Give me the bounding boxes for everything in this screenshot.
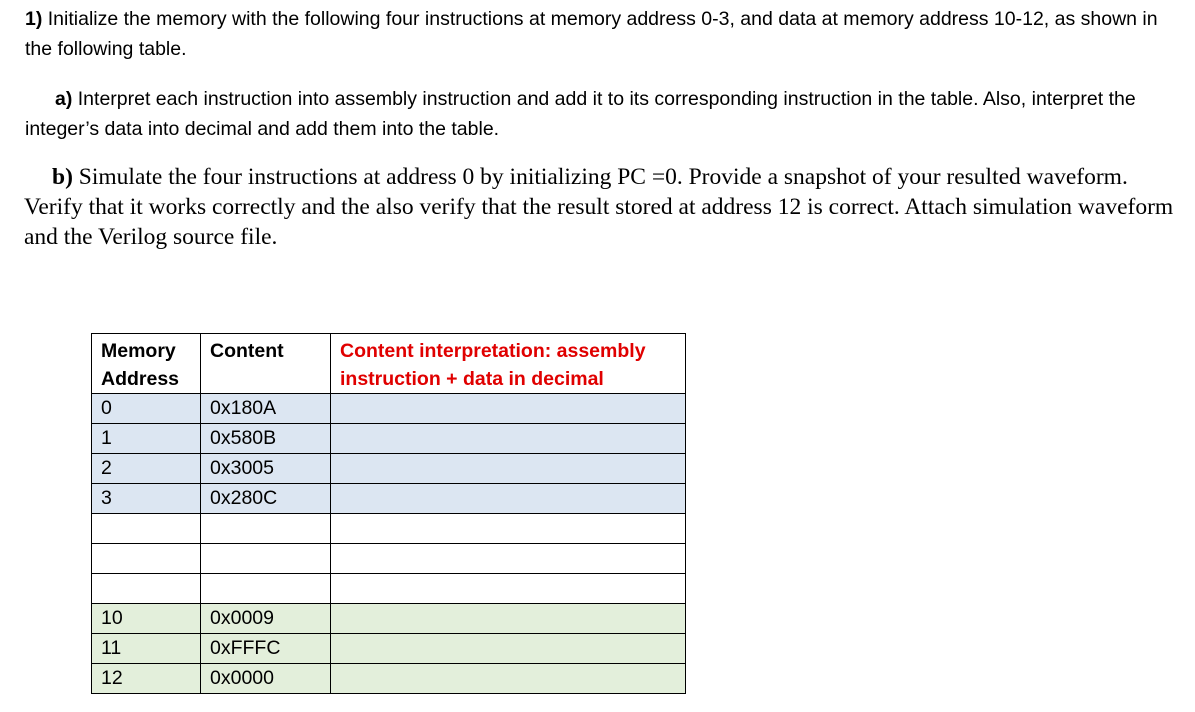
header-content: Content: [201, 334, 331, 394]
part-b-label: b): [52, 164, 73, 190]
address-cell: [92, 574, 201, 604]
empty-row: [92, 574, 686, 604]
part-b: [24, 162, 1189, 252]
interpretation-cell: [331, 544, 686, 574]
interpretation-cell: [331, 394, 686, 424]
instruction-row: [92, 394, 686, 424]
address-cell: 1: [92, 424, 201, 454]
address-cell: 2: [92, 454, 201, 484]
empty-row: [92, 544, 686, 574]
part-b-text: Simulate the four instructions at address 0 by initializing PC =0. Provide a snapshot of your resulted waveform. Verify that it works correctly and the also verify that the result stored at address 12 is correct. Attach simulation waveform and the Verilog source file.: [24, 164, 1174, 250]
address-cell: 0: [92, 394, 201, 424]
address-cell: [92, 514, 201, 544]
question-intro: [25, 4, 1185, 64]
address-cell: 10: [92, 604, 201, 634]
question-number: 1): [25, 8, 43, 30]
interpretation-cell: [331, 424, 686, 454]
content-cell: 0xFFFC: [201, 634, 331, 664]
address-cell: 11: [92, 634, 201, 664]
table-header-row: [92, 334, 686, 394]
part-a: [25, 84, 1185, 144]
address-cell: [92, 544, 201, 574]
header-memory-address: Memory Address: [92, 334, 201, 394]
header-interpretation: Content interpretation: assembly instruction + data in decimal: [331, 334, 686, 394]
data-rows: [92, 604, 686, 694]
content-cell: [201, 574, 331, 604]
instruction-row: [92, 484, 686, 514]
memory-table: [91, 333, 686, 694]
content-cell: [201, 514, 331, 544]
interpretation-cell: [331, 454, 686, 484]
instruction-row: [92, 454, 686, 484]
content-cell: [201, 544, 331, 574]
interpretation-cell: [331, 484, 686, 514]
data-row: [92, 604, 686, 634]
content-cell: 0x280C: [201, 484, 331, 514]
data-row: [92, 664, 686, 694]
address-cell: 12: [92, 664, 201, 694]
part-a-text: Interpret each instruction into assembly instruction and add it to its corresponding instruction in the table. Also, interpret the integer’s data into decimal and add them into the table.: [25, 88, 1136, 140]
part-a-label: a): [55, 88, 73, 110]
content-cell: 0x180A: [201, 394, 331, 424]
content-cell: 0x0009: [201, 604, 331, 634]
interpretation-cell: [331, 514, 686, 544]
interpretation-cell: [331, 664, 686, 694]
interpretation-cell: [331, 634, 686, 664]
interpretation-cell: [331, 604, 686, 634]
interpretation-cell: [331, 574, 686, 604]
content-cell: 0x3005: [201, 454, 331, 484]
instruction-row: [92, 424, 686, 454]
question-intro-text: Initialize the memory with the following four instructions at memory address 0-3, and data at memory address 10-12, as shown in the following table.: [25, 8, 1158, 60]
content-cell: 0x580B: [201, 424, 331, 454]
empty-rows: [92, 514, 686, 604]
instruction-rows: [92, 394, 686, 514]
address-cell: 3: [92, 484, 201, 514]
empty-row: [92, 514, 686, 544]
content-cell: 0x0000: [201, 664, 331, 694]
data-row: [92, 634, 686, 664]
